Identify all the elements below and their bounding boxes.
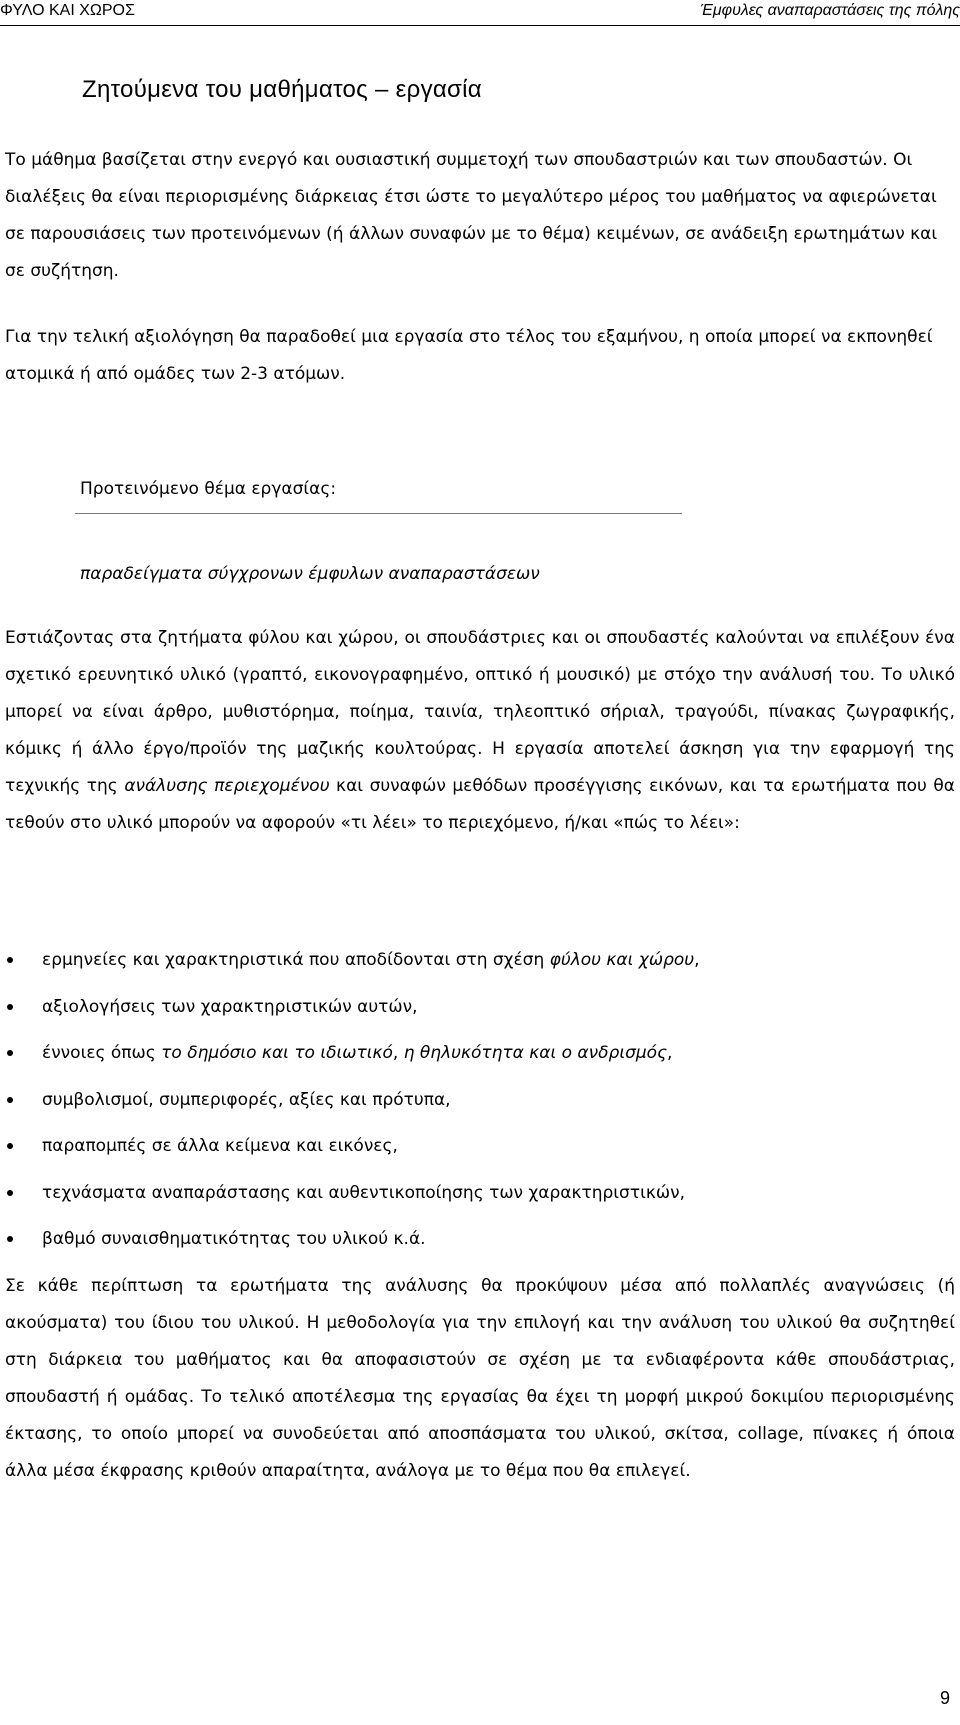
list-text: συμβολισμοί, συμπεριφορές, αξίες και πρότυπα, bbox=[42, 1089, 451, 1110]
list-text: , bbox=[667, 1043, 673, 1063]
list-text: παραπομπές σε άλλα κείμενα και εικόνες, bbox=[42, 1136, 398, 1156]
bullet-icon bbox=[7, 957, 13, 963]
section-title: Ζητούμενα του μαθήματος – εργασία bbox=[82, 76, 482, 103]
list-item bbox=[0, 1224, 960, 1271]
list-text: , bbox=[694, 950, 700, 970]
paragraph-text: και συναφών μεθόδων προσέγγισης εικόνων, και τα ερωτήματα που θα τεθούν στο υλικό μπορούν να αφορούν «τι λέει» το περιεχόμενο, ή/και «πώς το λέει»: bbox=[5, 776, 955, 833]
header-course-title: ΦΥΛΟ ΚΑΙ ΧΩΡΟΣ bbox=[0, 2, 135, 19]
running-header bbox=[0, 0, 960, 26]
bullet-icon bbox=[7, 1236, 13, 1242]
emphasis-text: το δημόσιο και το ιδιωτικό bbox=[161, 1043, 393, 1063]
list-item bbox=[0, 1178, 960, 1225]
list-item bbox=[0, 1085, 960, 1132]
proposed-topic: παραδείγματα σύγχρονων έμφυλων αναπαραστάσεων bbox=[80, 564, 540, 584]
proposed-topic-label: Προτεινόμενο θέμα εργασίας: bbox=[80, 479, 337, 499]
header-section-title: Έμφυλες αναπαραστάσεις της πόλης bbox=[700, 2, 960, 19]
divider-line bbox=[75, 513, 682, 514]
list-text: έννοιες όπως bbox=[42, 1043, 162, 1063]
list-item bbox=[0, 1038, 960, 1085]
analysis-questions-list bbox=[0, 945, 960, 1271]
list-item bbox=[0, 945, 960, 992]
paragraph-text: Εστιάζοντας στα ζητήματα φύλου και χώρου, οι σπουδάστριες και οι σπουδαστές καλούνται να επιλέξουν ένα σχετικό ερευνητικό υλικό (γραπτό, εικονογραφημένο, οπτικό ή μουσικό) με στόχο την ανάλυσή του. Το υλικό μπορεί να είναι άρθρο, μυθιστόρημα, ποίημα, ταινία, τηλεοπτικό σήριαλ, τραγούδι, πίνακας ζωγραφικής, κόμικς ή άλλο έργο/προϊόν της μαζικής κουλτούρας. Η εργασία αποτελεί άσκηση για την εφαρμογή της τεχνικής της bbox=[5, 628, 955, 796]
list-text: , bbox=[392, 1043, 404, 1063]
bullet-icon bbox=[7, 1143, 13, 1149]
list-item bbox=[0, 992, 960, 1039]
list-text: αξιολογήσεις των χαρακτηριστικών αυτών, bbox=[42, 996, 418, 1017]
bullet-icon bbox=[7, 1050, 13, 1056]
emphasis-text: ανάλυσης περιεχομένου bbox=[124, 776, 330, 796]
bullet-icon bbox=[7, 1190, 13, 1196]
list-text: τεχνάσματα αναπαράστασης και αυθεντικοποίησης των χαρακτηριστικών, bbox=[42, 1182, 685, 1203]
paragraph-assignment-description bbox=[5, 620, 955, 842]
page-number: 9 bbox=[939, 1688, 950, 1708]
paragraph-methodology: Σε κάθε περίπτωση τα ερωτήματα της ανάλυσης θα προκύψουν μέσα από πολλαπλές αναγνώσεις (ή ακούσματα) του ίδιου του υλικού. Η μεθοδολογία για την επιλογή και την ανάλυση του υλικού θα συζητηθεί στη διάρκεια του μαθήματος και θα αποφασιστούν σε σχέση με τα ενδιαφέροντα κάθε σπουδάστριας, σπουδαστή ή ομάδας. Το τελικό αποτέλεσμα της εργασίας θα έχει τη μορφή μικρού δοκιμίου περιορισμένης έκτασης, το οποίο μπορεί να συνοδεύεται από αποσπάσματα του υλικού, σκίτσα, collage, πίνακες ή όποια άλλα μέσα έκφρασης κριθούν απαραίτητα, ανάλογα με το θέμα που θα επιλεγεί. bbox=[5, 1276, 955, 1481]
emphasis-text: η θηλυκότητα και ο ανδρισμός bbox=[403, 1043, 668, 1063]
emphasis-text: φύλου και χώρου bbox=[549, 950, 695, 970]
list-text: βαθμό συναισθηματικότητας του υλικού κ.ά. bbox=[42, 1229, 426, 1249]
list-item bbox=[0, 1131, 960, 1178]
paragraph-course-requirements: Το μάθημα βασίζεται στην ενεργό και ουσιαστική συμμετοχή των σπουδαστριών και των σπουδαστών. Οι διαλέξεις θα είναι περιορισμένης διάρκειας έτσι ώστε το μεγαλύτερο μέρος του μαθήματος να αφιερώνεται σε παρουσιάσεις των προτεινόμενων (ή άλλων συναφών με το θέμα) κειμένων, σε ανάδειξη ερωτημάτων και σε συζήτηση. bbox=[5, 150, 938, 281]
list-text: ερμηνείες και χαρακτηριστικά που αποδίδονται στη σχέση bbox=[42, 950, 550, 970]
bullet-icon bbox=[7, 1004, 13, 1010]
bullet-icon bbox=[7, 1097, 13, 1103]
paragraph-final-assessment: Για την τελική αξιολόγηση θα παραδοθεί μια εργασία στο τέλος του εξαμήνου, η οποία μπορεί να εκπονηθεί ατομικά ή από ομάδες των 2-3 ατόμων. bbox=[5, 327, 933, 384]
